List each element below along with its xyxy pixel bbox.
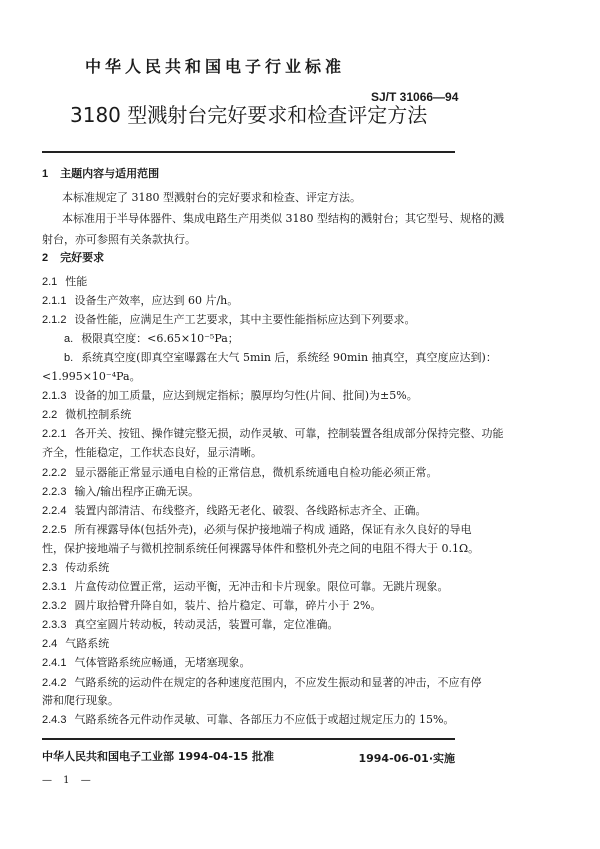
text-line	[42, 294, 238, 308]
clause-text: 装置内部清洁、布线整齐，线路无老化、破裂、各线路标志齐全、正确。	[74, 504, 427, 517]
text-line	[42, 618, 338, 632]
clause-number: 2.3.2	[42, 600, 67, 612]
text-line	[42, 561, 109, 575]
clause-text: 齐全，性能稳定，工作状态良好，显示清晰。	[42, 446, 262, 459]
clause-text: 传动系统	[65, 561, 110, 574]
clause-text: 圆片取拾臂升降自如，装片、拾片稳定、可靠，碎片小于 2%。	[74, 599, 382, 612]
clause-number: 2.2.4	[42, 505, 67, 517]
text-line	[42, 485, 199, 499]
text-line	[42, 694, 119, 708]
page-number: — 1 —	[42, 775, 95, 786]
clause-number: 2.3.1	[42, 581, 67, 593]
text-line	[42, 523, 472, 537]
clause-text: 设备性能，应满足生产工艺要求，其中主要性能指标应达到下列要求。	[74, 313, 416, 326]
text-line	[42, 233, 196, 247]
clause-number: 2.1.1	[42, 295, 67, 307]
text-line	[42, 713, 454, 727]
text-line	[42, 389, 418, 403]
clause-text: 显示器能正常显示通电自检的正常信息，微机系统通电自检功能必须正常。	[74, 466, 438, 479]
text-line	[64, 332, 239, 346]
text-line	[42, 466, 437, 480]
bottom-rule	[42, 738, 455, 740]
clause-number: a.	[64, 333, 74, 345]
approval-line: 中华人民共和国电子工业部 1994-04-15 批准	[42, 750, 275, 763]
text-line	[42, 637, 109, 651]
clause-text: 射台，亦可参照有关条款执行。	[42, 233, 196, 246]
text-line	[42, 542, 479, 556]
standard-header: 中华人民共和国电子行业标准	[85, 57, 346, 76]
clause-text: 系统真空度(即真空室曝露在大气 5min 后，系统经 90min 抽真空，真空度应达到)：	[81, 351, 497, 364]
standard-code: SJ/T 31066—94	[371, 90, 459, 104]
clause-text: 本标准规定了 3180 型溅射台的完好要求和检查、评定方法。	[62, 191, 361, 204]
clause-number: 2.1.3	[42, 390, 67, 402]
clause-text: 性，保护接地端子与微机控制系统任何裸露导体件和整机外壳之间的电阻不得大于 0.1Ω。	[42, 542, 480, 555]
clause-text: 气体管路系统应畅通，无堵塞现象。	[74, 656, 251, 669]
clause-number: 2.2.2	[42, 467, 67, 479]
document-title: 3180 型溅射台完好要求和检查评定方法	[70, 103, 428, 127]
text-line	[62, 191, 361, 205]
clause-number: 2	[42, 252, 49, 264]
clause-number: 2.4.1	[42, 657, 67, 669]
text-line	[42, 408, 131, 422]
clause-text: <1.995×10⁻⁴Pa。	[42, 370, 141, 383]
text-line	[42, 656, 250, 670]
text-line	[42, 275, 87, 289]
clause-text: 本标准用于半导体器件、集成电路生产用类似 3180 型结构的溅射台；其它型号、规格的溅	[62, 212, 504, 225]
clause-number: 2.2	[42, 409, 58, 421]
clause-number: 2.2.5	[42, 524, 67, 536]
clause-number: 2.1	[42, 276, 58, 288]
clause-number: 2.3.3	[42, 619, 67, 631]
clause-text: 主题内容与适用范围	[60, 167, 160, 180]
top-rule	[42, 151, 455, 153]
clause-number: 2.4.3	[42, 714, 67, 726]
clause-number: 1	[42, 168, 49, 180]
clause-text: 各开关、按钮、操作键完整无损，动作灵敏、可靠，控制装置各组成部分保持完整、功能	[74, 427, 504, 440]
clause-text: 极限真空度：<6.65×10⁻⁵Pa；	[81, 332, 239, 345]
clause-number: 2.3	[42, 562, 58, 574]
clause-text: 片盒传动位置正常，运动平衡，无冲击和卡片现象。限位可靠。无跳片现象。	[74, 580, 449, 593]
clause-text: 完好要求	[60, 251, 105, 264]
clause-text: 微机控制系统	[65, 408, 132, 421]
clause-text: 气路系统	[65, 637, 110, 650]
clause-number: 2.4.2	[42, 677, 67, 689]
clause-text: 真空室圆片转动板，转动灵活，装置可靠，定位准确。	[74, 618, 339, 631]
clause-text: 性能	[65, 275, 88, 288]
clause-text: 滞和爬行现象。	[42, 694, 119, 707]
text-line	[42, 599, 381, 613]
text-line	[42, 446, 262, 460]
clause-text: 设备生产效率，应达到 60 片/h。	[74, 294, 239, 307]
effective-date: 1994-06-01·实施	[358, 752, 455, 765]
text-line	[42, 313, 415, 327]
text-line	[62, 212, 504, 226]
clause-text: 输入/输出程序正确无误。	[74, 485, 200, 498]
text-line	[42, 676, 481, 690]
clause-text: 气路系统的运动件在规定的各种速度范围内，不应发生振动和显著的冲击，不应有停	[74, 676, 482, 689]
clause-text: 气路系统各元件动作灵敏、可靠、各部压力不应低于或超过规定压力的 15%。	[74, 713, 455, 726]
clause-text: 所有裸露导体(包括外壳)，必须与保护接地端子构成 通路，保证有永久良好的导电	[74, 523, 472, 536]
text-line	[42, 427, 503, 441]
clause-number: 2.2.3	[42, 486, 67, 498]
text-line	[42, 580, 448, 594]
text-line	[42, 370, 141, 384]
clause-number: 2.1.2	[42, 314, 67, 326]
section-heading	[42, 167, 159, 181]
clause-text: 设备的加工质量，应达到规定指标；膜厚均匀性(片间、批间)为±5%。	[74, 389, 418, 402]
clause-number: 2.2.1	[42, 428, 67, 440]
clause-number: 2.4	[42, 638, 58, 650]
section-heading	[42, 251, 104, 265]
text-line	[42, 504, 426, 518]
clause-number: b.	[64, 352, 74, 364]
text-line	[64, 351, 497, 365]
